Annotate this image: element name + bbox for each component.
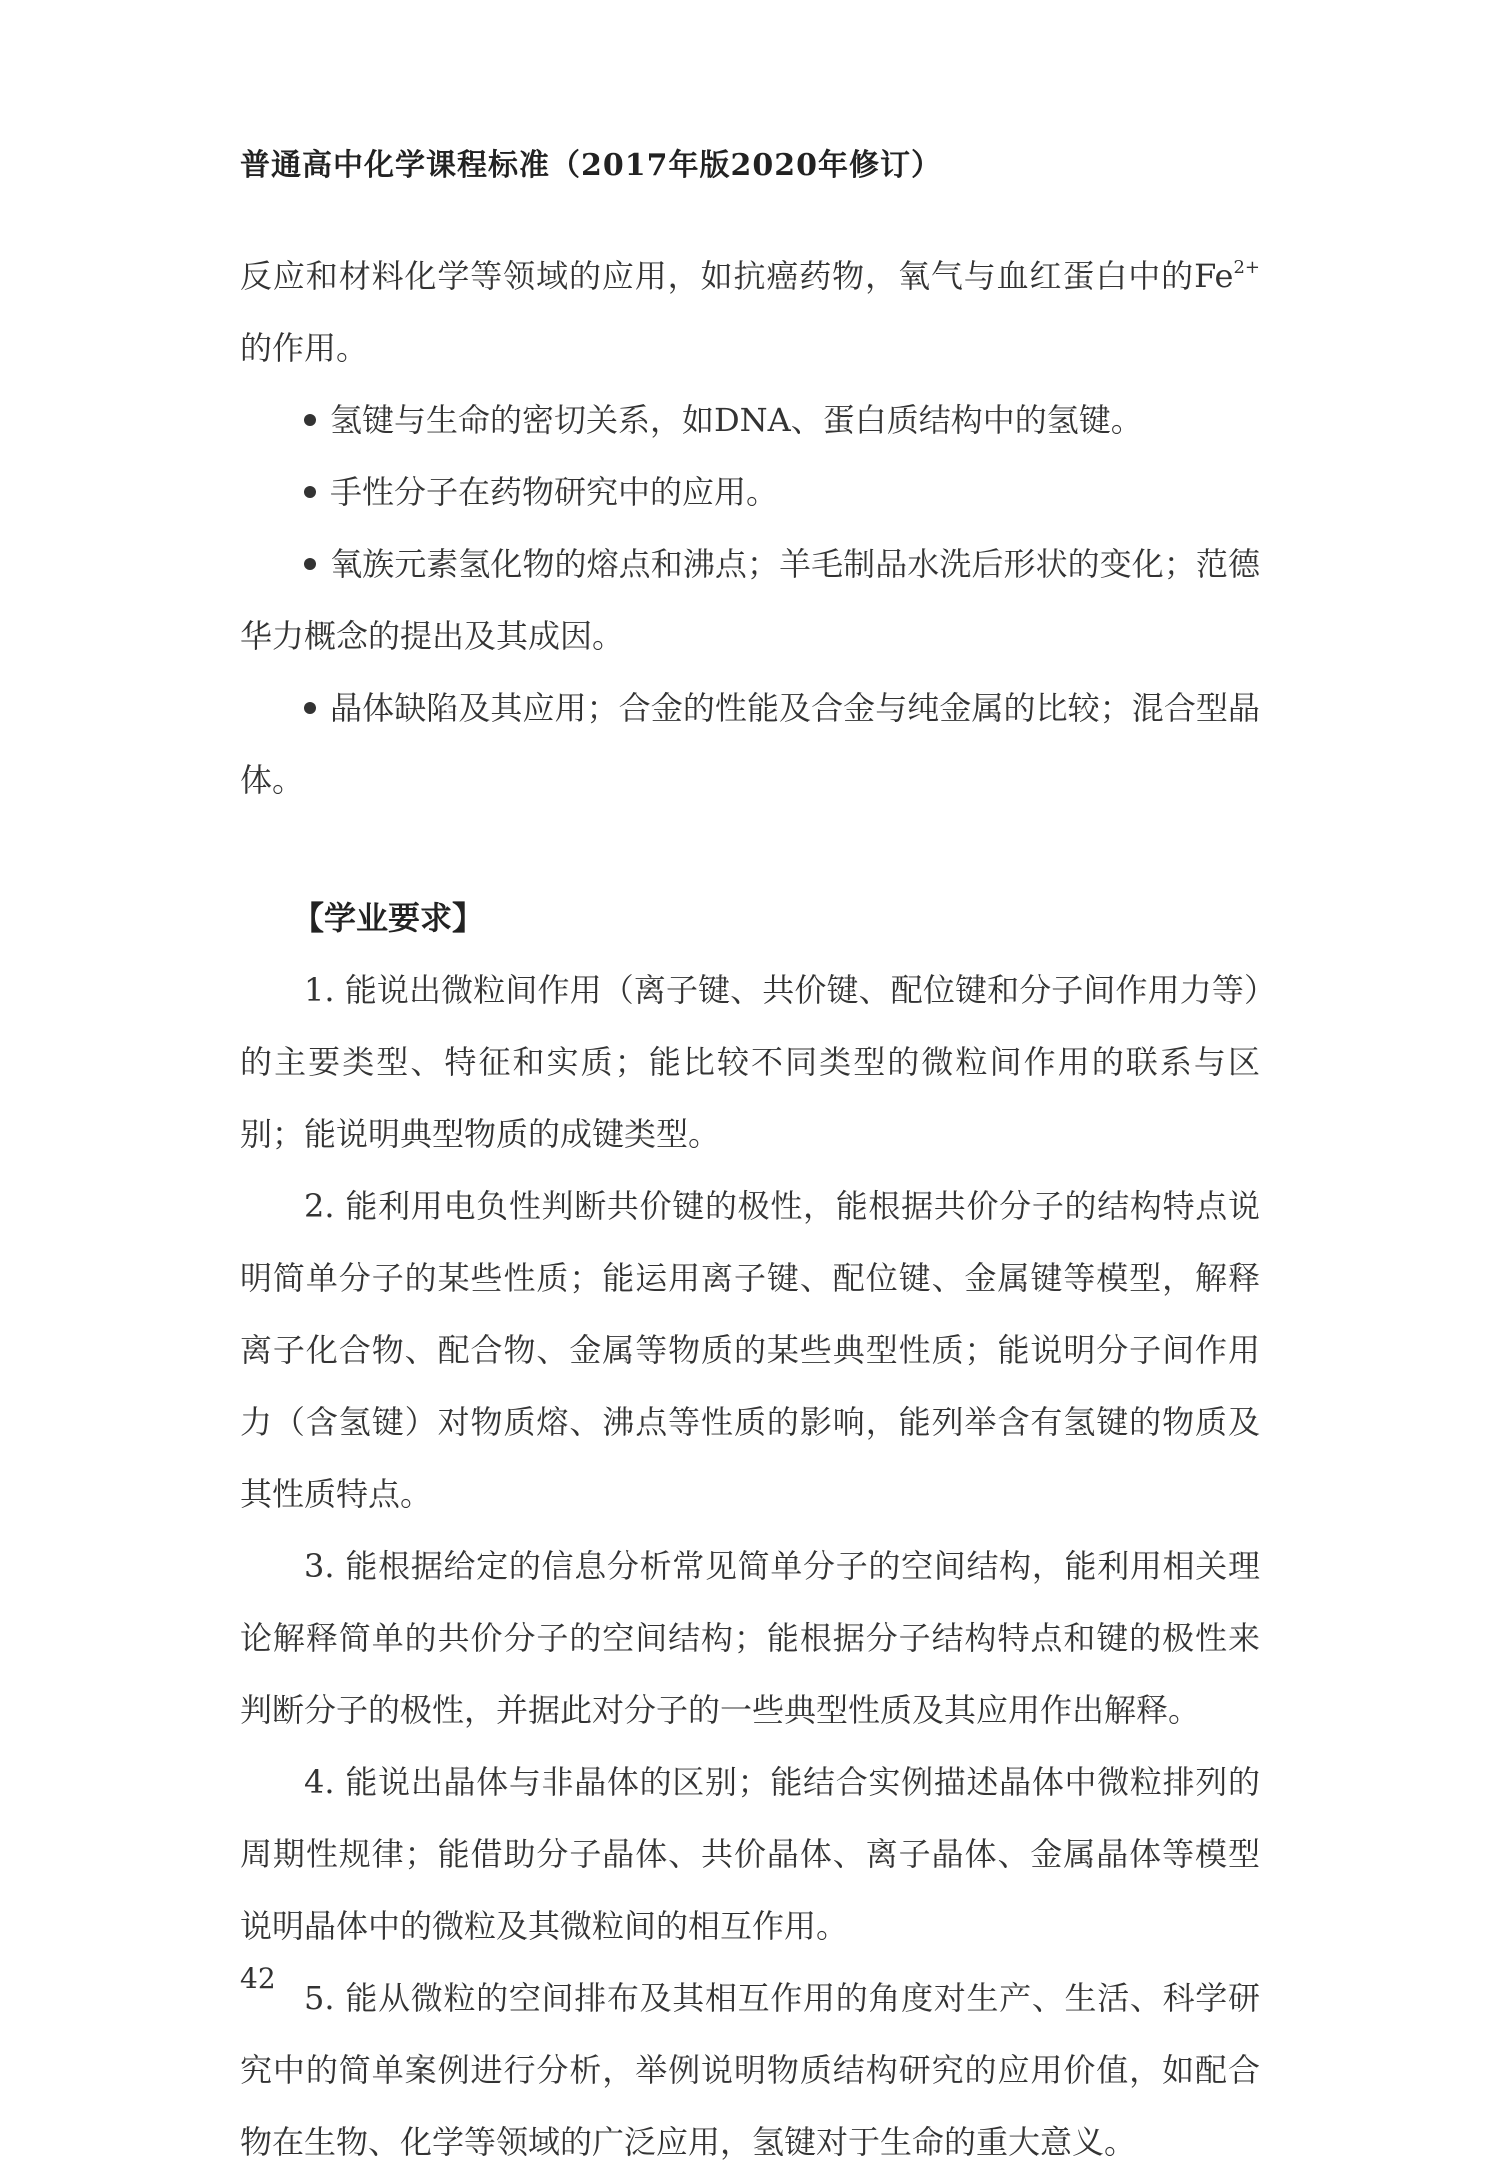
fe-base: Fe: [1194, 257, 1234, 295]
bullet-item: [240, 384, 1260, 456]
running-head: 普通高中化学课程标准（2017年版2020年修订）: [240, 148, 942, 183]
bullet-icon: [304, 558, 316, 570]
fe-charge: 2+: [1233, 257, 1260, 278]
bullet-item: [240, 528, 1260, 672]
bullet-icon: [304, 486, 316, 498]
bullet-text: 手性分子在药物研究中的应用。: [330, 473, 779, 511]
requirement-item: 3. 能根据给定的信息分析常见简单分子的空间结构，能利用相关理论解释简单的共价分子的空间结构；能根据分子结构特点和键的极性来判断分子的极性，并据此对分子的一些典型性质及其应用作出解释。: [240, 1547, 1260, 1729]
bullet-text: 晶体缺陷及其应用；合金的性能及合金与纯金属的比较；混合型晶体。: [240, 689, 1260, 799]
intro-text: 反应和材料化学等领域的应用，如抗癌药物，氧气与血红蛋白中的: [240, 257, 1195, 295]
bullet-icon: [304, 702, 316, 714]
intro-paragraph: [240, 240, 1260, 384]
bullet-text: 氢键与生命的密切关系，如DNA、蛋白质结构中的氢键。: [330, 401, 1143, 439]
fe-ion: [1194, 257, 1260, 295]
bullet-text: 氧族元素氢化物的熔点和沸点；羊毛制品水洗后形状的变化；范德华力概念的提出及其成因。: [240, 545, 1260, 655]
page-number: 42: [240, 1962, 276, 1995]
requirement-item: 1. 能说出微粒间作用（离子键、共价键、配位键和分子间作用力等）的主要类型、特征和实质；能比较不同类型的微粒间作用的联系与区别；能说明典型物质的成键类型。: [240, 971, 1260, 1153]
intro-tail: 的作用。: [240, 329, 369, 367]
page-body: [240, 240, 1260, 2178]
bullet-icon: [304, 414, 316, 426]
requirement-item: 2. 能利用电负性判断共价键的极性，能根据共价分子的结构特点说明简单分子的某些性质；能运用离子键、配位键、金属键等模型，解释离子化合物、配合物、金属等物质的某些典型性质；能说明分子间作用力（含氢键）对物质熔、沸点等性质的影响，能列举含有氢键的物质及其性质特点。: [240, 1187, 1260, 1513]
bullet-item: [240, 456, 1260, 528]
requirement-item: 4. 能说出晶体与非晶体的区别；能结合实例描述晶体中微粒排列的周期性规律；能借助分子晶体、共价晶体、离子晶体、金属晶体等模型说明晶体中的微粒及其微粒间的相互作用。: [240, 1763, 1260, 1945]
section-heading: 【学业要求】: [292, 899, 485, 937]
bullet-item: [240, 672, 1260, 816]
requirement-item: 5. 能从微粒的空间排布及其相互作用的角度对生产、生活、科学研究中的简单案例进行分析，举例说明物质结构研究的应用价值，如配合物在生物、化学等领域的广泛应用，氢键对于生命的重大意义。: [240, 1979, 1260, 2161]
